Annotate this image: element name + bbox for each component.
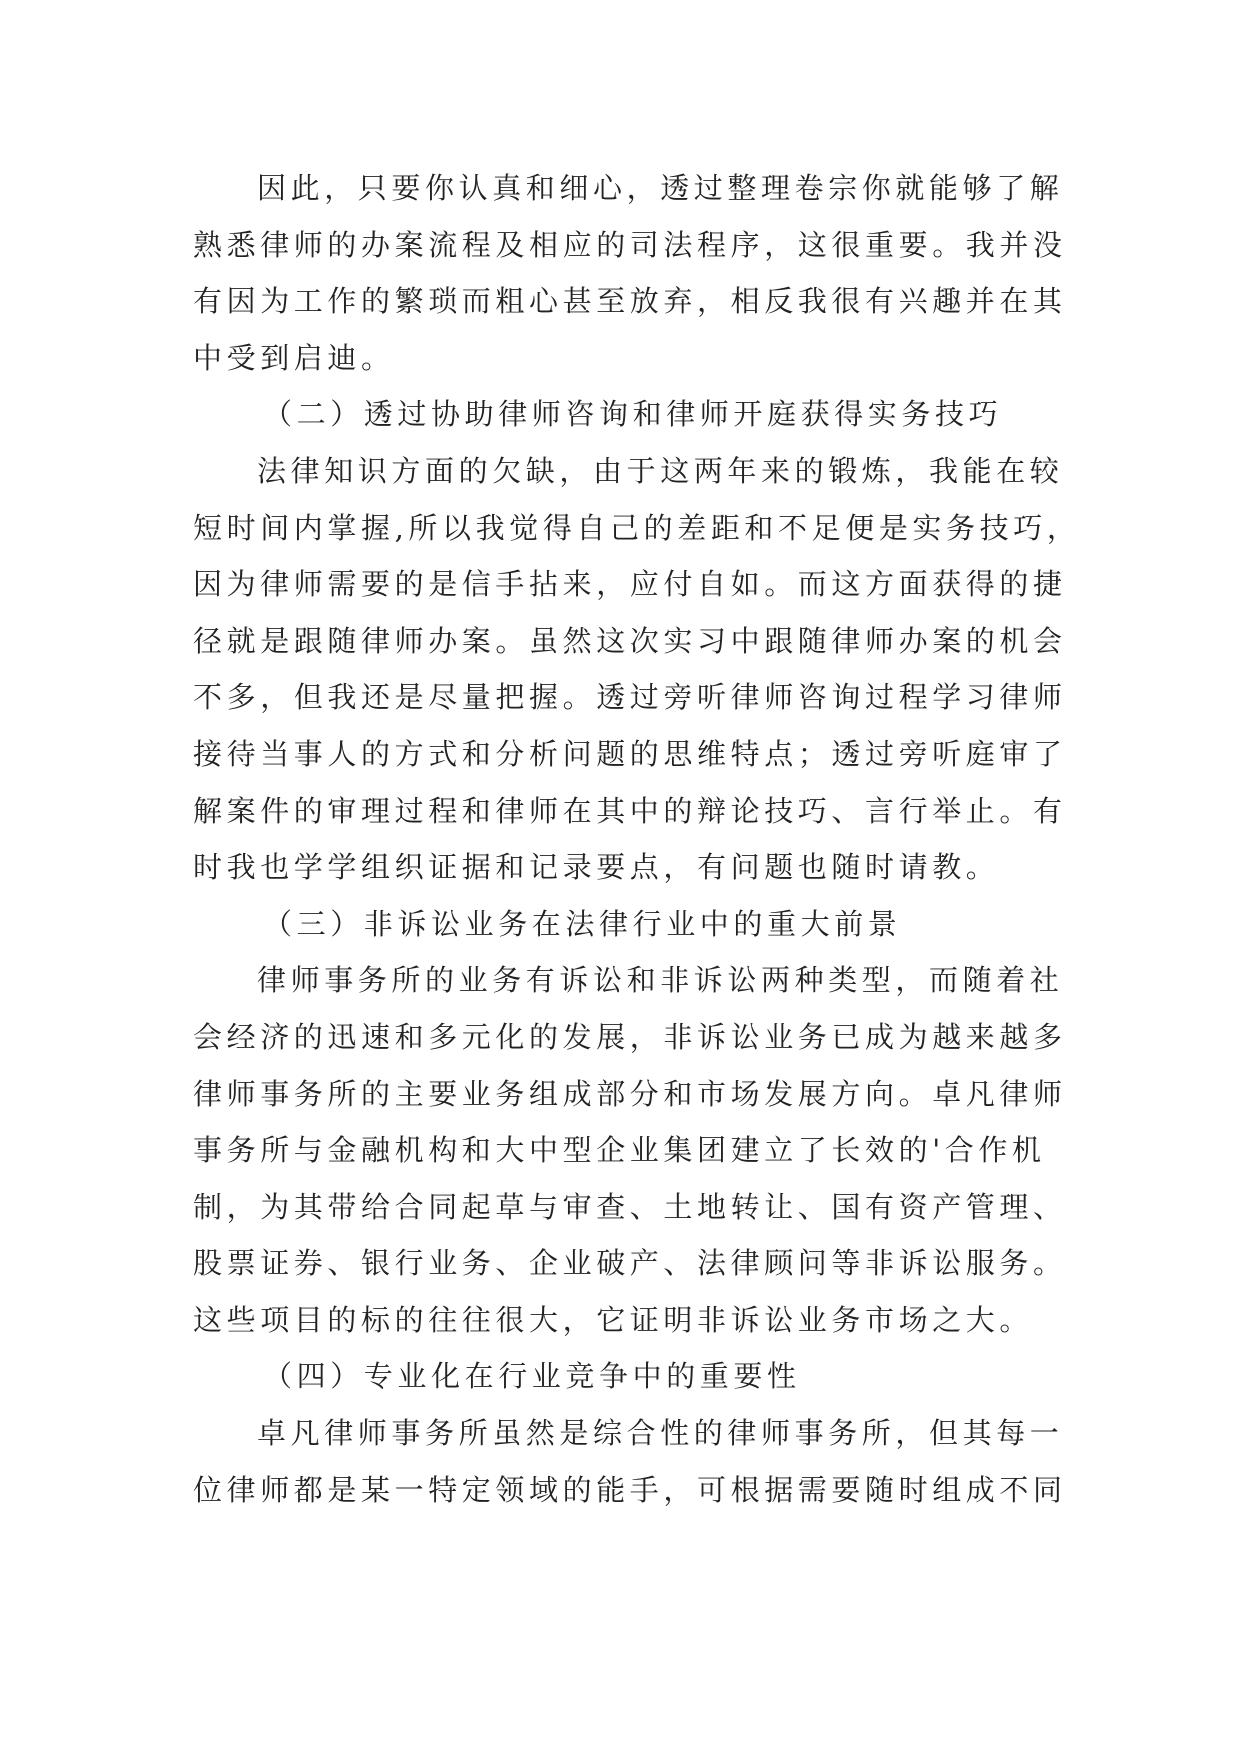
text-line: 律师事务所的主要业务组成部分和市场发展方向。卓凡律师 <box>193 1076 1067 1111</box>
text-line: 接待当事人的方式和分析问题的思维特点；透过旁听庭审了 <box>193 736 1067 771</box>
text-line: 时我也学学组织证据和记录要点，有问题也随时请教。 <box>193 850 1000 885</box>
section-heading: （二）透过协助律师咨询和律师开庭获得实务技巧 <box>263 397 1003 432</box>
section-heading: （四）专业化在行业竞争中的重要性 <box>263 1359 801 1394</box>
text-line: 事务所与金融机构和大中型企业集团建立了长效的'合作机 <box>193 1133 1046 1168</box>
text-line: 制，为其带给合同起草与审查、土地转让、国有资产管理、 <box>193 1189 1067 1224</box>
text-line: 股票证券、银行业务、企业破产、法律顾问等非诉讼服务。 <box>193 1246 1067 1281</box>
text-line: 这些项目的标的往往很大，它证明非诉讼业务市场之大。 <box>193 1302 1034 1337</box>
text-line: 律师事务所的业务有诉讼和非诉讼两种类型，而随着社 <box>257 963 1064 998</box>
text-line: 因为律师需要的是信手拈来，应付自如。而这方面获得的捷 <box>193 567 1067 602</box>
text-line: 熟悉律师的办案流程及相应的司法程序，这很重要。我并没 <box>193 227 1067 262</box>
text-line: 解案件的审理过程和律师在其中的辩论技巧、言行举止。有 <box>193 793 1067 828</box>
text-line: 中受到启迪。 <box>193 340 395 375</box>
text-line: 短时间内掌握,所以我觉得自己的差距和不足便是实务技巧， <box>193 510 1081 545</box>
text-line: 不多，但我还是尽量把握。透过旁听律师咨询过程学习律师 <box>193 680 1067 715</box>
text-line: 径就是跟随律师办案。虽然这次实习中跟随律师办案的机会 <box>193 623 1067 658</box>
text-line: 会经济的迅速和多元化的发展，非诉讼业务已成为越来越多 <box>193 1019 1067 1054</box>
text-line: 因此，只要你认真和细心，透过整理卷宗你就能够了解 <box>257 171 1064 205</box>
body-text <box>193 160 1081 1518</box>
text-line: 卓凡律师事务所虽然是综合性的律师事务所，但其每一 <box>257 1416 1064 1451</box>
text-line: 有因为工作的繁琐而粗心甚至放弃，相反我很有兴趣并在其 <box>193 284 1067 319</box>
text-line: 法律知识方面的欠缺，由于这两年来的锻炼，我能在较 <box>257 453 1064 488</box>
section-heading: （三）非诉讼业务在法律行业中的重大前景 <box>263 906 902 941</box>
text-line: 位律师都是某一特定领域的能手，可根据需要随时组成不同 <box>193 1472 1067 1507</box>
